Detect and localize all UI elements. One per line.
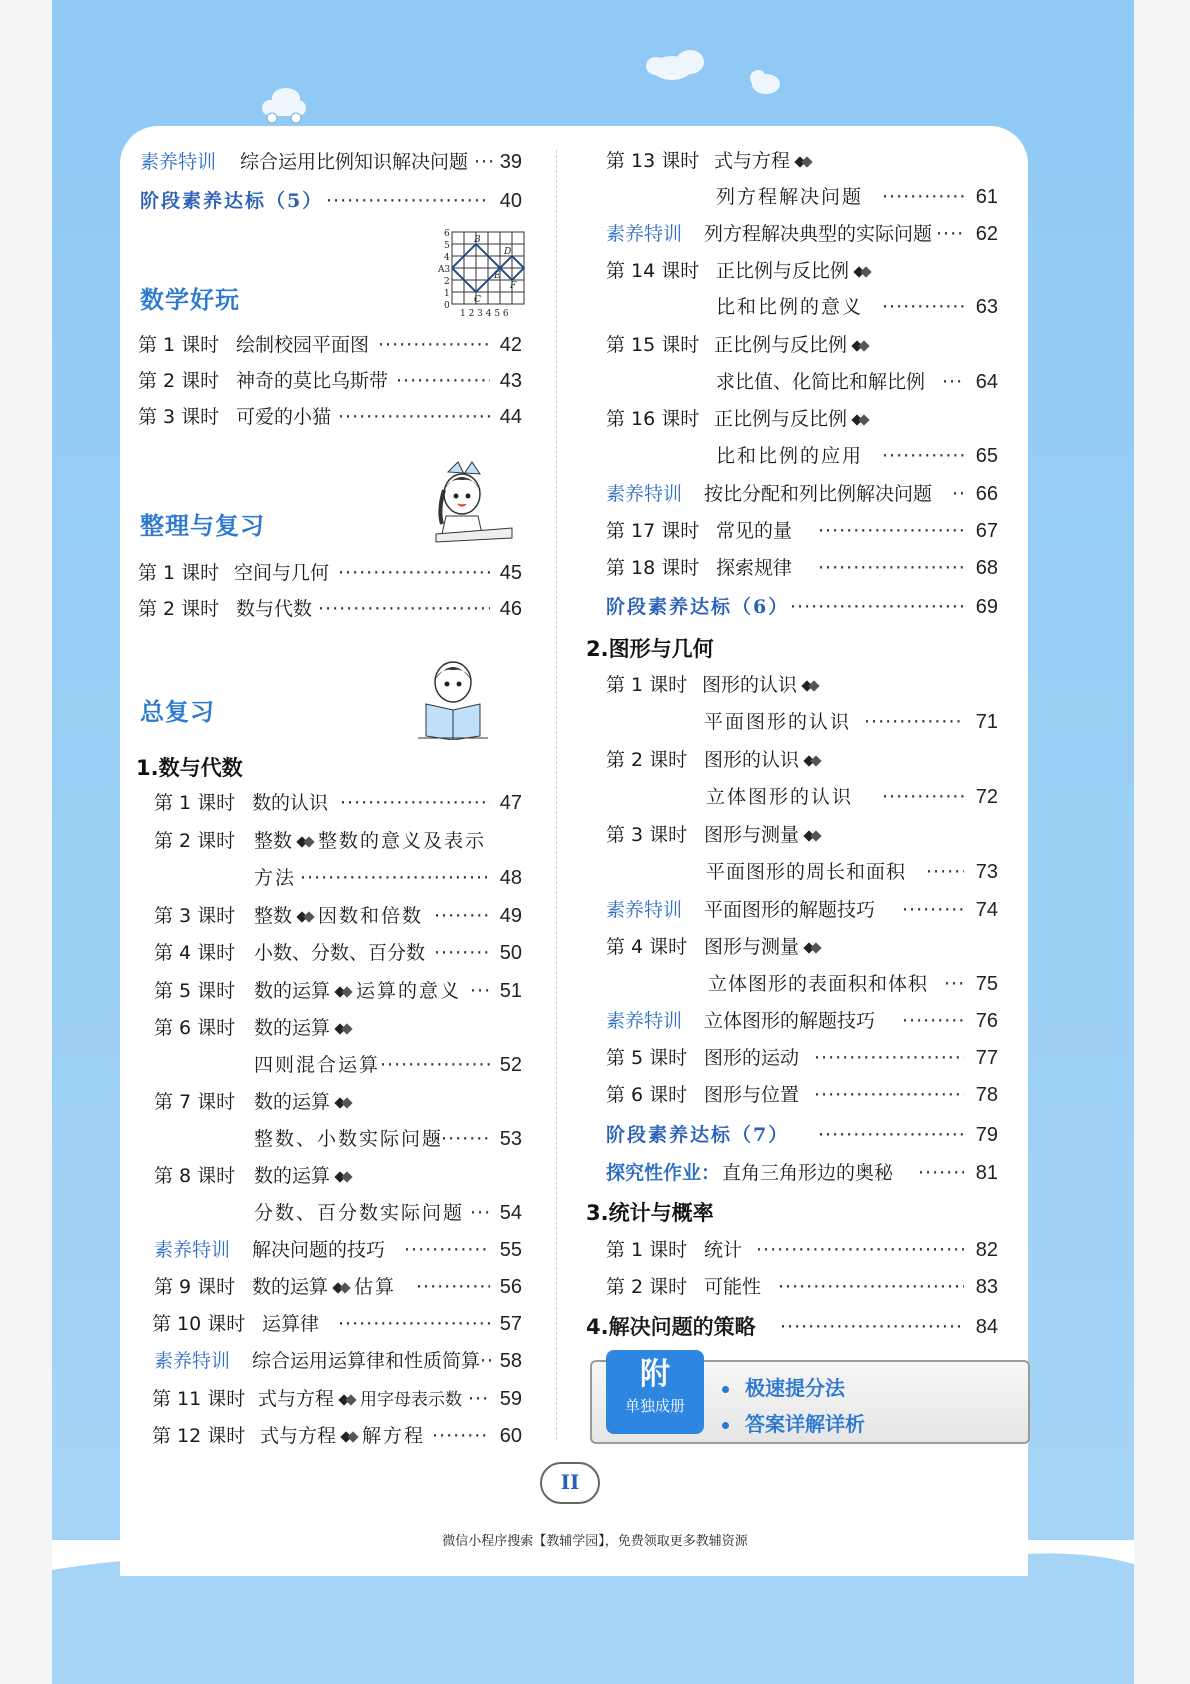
- bullet-icon: [722, 1422, 729, 1429]
- toc-row[interactable]: [152, 1421, 522, 1451]
- toc-row[interactable]: [154, 938, 522, 968]
- leader-dots: [818, 553, 964, 583]
- leader-dots: [882, 182, 964, 212]
- leader-dots: [926, 857, 964, 887]
- leader-dots: [338, 1309, 490, 1339]
- page-margin-right: [1134, 0, 1190, 1684]
- row-label: 第 17 课时: [606, 520, 700, 542]
- row-title: 统计: [704, 1239, 743, 1261]
- double-diamond-icon: [338, 1394, 360, 1406]
- toc-row[interactable]: [154, 901, 522, 931]
- coordinate-grid-figure: [438, 228, 538, 320]
- row-label: 第 13 课时: [606, 150, 700, 172]
- page-number: 39: [499, 151, 522, 173]
- page-number: 59: [499, 1388, 522, 1410]
- double-diamond-icon: [340, 1431, 362, 1443]
- svg-text:E: E: [494, 271, 501, 281]
- toc-row[interactable]: [606, 895, 998, 925]
- leader-dots: [338, 402, 490, 432]
- toc-row-continued[interactable]: [606, 292, 998, 322]
- row-label: 第 2 课时: [138, 598, 220, 620]
- row-label: 阶段素养达标（5）: [140, 190, 324, 212]
- page-number: 68: [975, 557, 998, 579]
- page-number: 76: [975, 1010, 998, 1032]
- page-number: 82: [975, 1239, 998, 1261]
- page-number: 42: [499, 334, 522, 356]
- leader-dots: [778, 1272, 964, 1302]
- leader-dots: [944, 969, 964, 999]
- svg-text:B: B: [474, 235, 481, 245]
- row-label: 阶段素养达标（7）: [606, 1124, 790, 1146]
- appendix-item-label: 答案详解详析: [745, 1412, 865, 1436]
- row-subtitle: 估算: [354, 1276, 397, 1298]
- double-diamond-icon: [803, 942, 825, 954]
- svg-text:5: 5: [444, 241, 450, 251]
- toc-row[interactable]: [138, 330, 522, 360]
- row-label: 第 10 课时: [152, 1313, 246, 1335]
- leader-dots: [380, 1050, 490, 1080]
- leader-dots: [338, 558, 490, 588]
- toc-row[interactable]: [154, 1272, 522, 1302]
- toc-row-continued[interactable]: [154, 863, 522, 893]
- page-number: 43: [499, 370, 522, 392]
- page-number: 44: [499, 406, 522, 428]
- leader-dots: [882, 782, 964, 812]
- toc-row[interactable]: [138, 594, 522, 624]
- page-margin-left: [0, 0, 52, 1684]
- row-label: 第 6 课时: [606, 1084, 688, 1106]
- row-label: 素养特训: [606, 899, 683, 921]
- double-diamond-icon: [296, 836, 318, 848]
- leader-dots: [818, 516, 964, 546]
- leader-dots: [882, 292, 964, 322]
- row-title: 绘制校园平面图: [236, 334, 370, 356]
- leader-dots: [918, 1158, 964, 1188]
- toc-row[interactable]: [606, 553, 998, 583]
- page-number: 69: [975, 596, 998, 618]
- page-number: 73: [975, 861, 998, 883]
- row-label: 第 3 课时: [154, 905, 236, 927]
- leader-dots: [942, 367, 964, 397]
- page-number: 64: [975, 371, 998, 393]
- row-label: 第 4 课时: [606, 936, 688, 958]
- row-label: 第 2 课时: [606, 749, 688, 771]
- row-subtitle: 比和比例的应用: [716, 445, 864, 467]
- row-title: 式与方程: [260, 1425, 337, 1447]
- leader-dots: [434, 938, 490, 968]
- page-number: 46: [499, 598, 522, 620]
- toc-row[interactable]: [152, 1309, 522, 1339]
- toc-row[interactable]: [154, 1087, 522, 1117]
- leader-dots: [404, 1235, 490, 1265]
- row-subtitle: 整数的意义及表示: [318, 830, 487, 852]
- toc-row-continued[interactable]: [606, 782, 998, 812]
- double-diamond-icon: [801, 680, 823, 692]
- row-subtitle: 平面图形的周长和面积: [706, 861, 907, 883]
- toc-row[interactable]: [606, 1120, 998, 1150]
- row-title: 数与代数: [236, 598, 313, 620]
- toc-row[interactable]: [154, 788, 522, 818]
- svg-text:1 2 3 4 5 6: 1 2 3 4 5 6: [460, 309, 509, 319]
- appendix-box: [590, 1357, 1030, 1444]
- leader-dots: [902, 895, 964, 925]
- toc-row-continued[interactable]: [606, 182, 998, 212]
- page-number: 56: [499, 1276, 522, 1298]
- row-title: 图形的运动: [704, 1047, 800, 1069]
- row-title: 图形的认识: [704, 749, 800, 771]
- leader-dots: [434, 1124, 490, 1154]
- page-number: 57: [499, 1313, 522, 1335]
- row-subtitle: 分数、百分数实际问题: [254, 1202, 465, 1224]
- toc-row[interactable]: [606, 479, 998, 509]
- bullet-icon: [722, 1386, 729, 1393]
- row-title: 解决问题的技巧: [252, 1239, 386, 1261]
- row-title: 整数: [254, 830, 293, 852]
- row-title: 整数: [254, 905, 293, 927]
- toc-row[interactable]: [606, 670, 998, 700]
- leader-dots: [882, 441, 964, 471]
- row-title: 式与方程: [258, 1388, 335, 1410]
- double-diamond-icon: [803, 830, 825, 842]
- row-title: 数的认识: [252, 792, 329, 814]
- toc-row[interactable]: [606, 330, 998, 360]
- double-diamond-icon: [334, 1171, 356, 1183]
- toc-row[interactable]: [606, 1006, 998, 1036]
- section-heading-math-fun: 数学好玩: [140, 286, 240, 314]
- toc-row[interactable]: [606, 820, 998, 850]
- leader-dots: [814, 1080, 964, 1110]
- leader-dots: [818, 1120, 964, 1150]
- toc-row[interactable]: [154, 1235, 522, 1265]
- row-label: 第 5 课时: [154, 980, 236, 1002]
- leader-dots: [470, 1198, 490, 1228]
- toc-row[interactable]: [606, 592, 998, 622]
- toc-row[interactable]: [154, 1346, 522, 1376]
- page-number: 78: [975, 1084, 998, 1106]
- girl-writing-illustration: [416, 458, 516, 550]
- svg-text:F: F: [510, 281, 517, 291]
- page-number: 63: [975, 296, 998, 318]
- row-subtitle: 运算的意义: [356, 980, 462, 1002]
- toc-row[interactable]: [138, 558, 522, 588]
- row-title: 图形与测量: [704, 936, 800, 958]
- leader-dots: [814, 1043, 964, 1073]
- leader-dots: [432, 1421, 490, 1451]
- toc-row[interactable]: [606, 146, 998, 176]
- page-number: 84: [975, 1316, 998, 1338]
- leader-dots: [326, 186, 490, 216]
- toc-row-continued[interactable]: [606, 707, 998, 737]
- row-label: 第 2 课时: [606, 1276, 688, 1298]
- page-number: 77: [975, 1047, 998, 1069]
- column-divider: [556, 150, 557, 1440]
- row-title: 立体图形的解题技巧: [704, 1010, 876, 1032]
- page-number: 52: [499, 1054, 522, 1076]
- row-label: 素养特训: [154, 1239, 231, 1261]
- page-number: 40: [499, 190, 522, 212]
- row-subtitle: 立体图形的表面积和体积: [708, 973, 929, 995]
- page-number: 55: [499, 1239, 522, 1261]
- row-label: 第 8 课时: [154, 1165, 236, 1187]
- row-title: 综合运用运算律和性质简算: [252, 1350, 481, 1372]
- row-label: 第 1 课时: [606, 674, 688, 696]
- part-title-strategy: 4.解决问题的策略: [586, 1315, 756, 1339]
- page-number: 51: [499, 980, 522, 1002]
- appendix-item: [722, 1408, 865, 1437]
- svg-text:4: 4: [444, 253, 450, 263]
- page-number: 83: [975, 1276, 998, 1298]
- toc-row-continued[interactable]: [154, 1198, 522, 1228]
- page-number: 45: [499, 562, 522, 584]
- double-diamond-icon: [794, 156, 816, 168]
- row-subtitle: 立体图形的认识: [706, 786, 854, 808]
- row-label: 第 6 课时: [154, 1017, 236, 1039]
- row-label: 第 11 课时: [152, 1388, 246, 1410]
- toc-row[interactable]: [154, 826, 522, 856]
- row-title: 综合运用比例知识解决问题: [240, 151, 469, 173]
- toc-row[interactable]: [606, 1080, 998, 1110]
- double-diamond-icon: [334, 986, 356, 998]
- toc-row[interactable]: [606, 1043, 998, 1073]
- part-title-statistics: 3.统计与概率: [586, 1201, 714, 1225]
- row-label: 第 3 课时: [138, 406, 220, 428]
- row-title: 正比例与反比例: [714, 408, 848, 430]
- svg-text:0: 0: [444, 301, 450, 311]
- page-number: 74: [975, 899, 998, 921]
- appendix-item-label: 极速提分法: [745, 1376, 845, 1400]
- row-subtitle: 用字母表示数: [360, 1390, 463, 1410]
- toc-row[interactable]: [606, 219, 998, 249]
- page-number: 54: [499, 1202, 522, 1224]
- page-number: 60: [499, 1425, 522, 1447]
- page-number: 47: [499, 792, 522, 814]
- row-label: 第 9 课时: [154, 1276, 236, 1298]
- row-label: 第 14 课时: [606, 260, 700, 282]
- leader-dots: [340, 788, 490, 818]
- leader-dots: [902, 1006, 964, 1036]
- section-heading-total-review: 总复习: [140, 698, 215, 726]
- svg-text:D: D: [504, 247, 512, 257]
- toc-row[interactable]: [138, 402, 522, 432]
- row-title: 常见的量: [716, 520, 793, 542]
- row-label: 素养特训: [140, 151, 217, 173]
- double-diamond-icon: [851, 414, 873, 426]
- toc-row[interactable]: [606, 1235, 998, 1265]
- row-title: 按比分配和列比例解决问题: [704, 483, 933, 505]
- row-subtitle: 列方程解决问题: [716, 186, 864, 208]
- page-number: 67: [975, 520, 998, 542]
- row-title: 数的运算: [254, 1165, 331, 1187]
- toc-row-part4[interactable]: [586, 1312, 998, 1342]
- row-title: 可爱的小猫: [236, 406, 332, 428]
- row-label: 第 1 课时: [138, 334, 220, 356]
- row-title: 平面图形的解题技巧: [704, 899, 876, 921]
- toc-row-continued[interactable]: [606, 969, 998, 999]
- toc-row[interactable]: [140, 186, 522, 216]
- toc-row[interactable]: [606, 932, 998, 962]
- section-heading-review: 整理与复习: [140, 512, 265, 540]
- row-label: 第 16 课时: [606, 408, 700, 430]
- double-diamond-icon: [853, 266, 875, 278]
- toc-row-continued[interactable]: [154, 1050, 522, 1080]
- toc-row[interactable]: [154, 1161, 522, 1191]
- svg-text:A3: A3: [438, 265, 451, 275]
- toc-row[interactable]: [606, 516, 998, 546]
- appendix-item: [722, 1372, 845, 1401]
- toc-row[interactable]: [138, 366, 522, 396]
- page-number: 50: [499, 942, 522, 964]
- leader-dots: [396, 366, 490, 396]
- toc-row-continued[interactable]: [606, 857, 998, 887]
- row-title: 小数、分数、百分数: [254, 942, 426, 964]
- toc-row[interactable]: [606, 1158, 998, 1188]
- row-subtitle: 因数和倍数: [318, 905, 424, 927]
- toc-row-continued[interactable]: [606, 441, 998, 471]
- page-number: 53: [499, 1128, 522, 1150]
- row-label: 探究性作业：: [606, 1162, 721, 1184]
- toc-row[interactable]: [606, 256, 998, 286]
- sky-decoration: [52, 0, 1134, 140]
- toc-row[interactable]: [152, 1384, 522, 1414]
- double-diamond-icon: [334, 1097, 356, 1109]
- row-title: 空间与几何: [234, 562, 330, 584]
- page-number-badge: II: [540, 1462, 600, 1504]
- leader-dots: [864, 707, 964, 737]
- svg-text:1: 1: [444, 289, 450, 299]
- leader-dots: [300, 863, 490, 893]
- row-title: 图形与位置: [704, 1084, 800, 1106]
- leader-dots: [468, 1384, 490, 1414]
- row-title: 探索规律: [716, 557, 793, 579]
- leader-dots: [318, 594, 490, 624]
- row-label: 第 1 课时: [606, 1239, 688, 1261]
- double-diamond-icon: [332, 1282, 354, 1294]
- row-title: 神奇的莫比乌斯带: [236, 370, 389, 392]
- page-number: 62: [975, 223, 998, 245]
- row-label: 第 5 课时: [606, 1047, 688, 1069]
- page-number: 81: [975, 1162, 998, 1184]
- row-title: 运算律: [262, 1313, 320, 1335]
- leader-dots: [790, 592, 964, 622]
- row-title: 直角三角形边的奥秘: [722, 1162, 894, 1184]
- page-number: 79: [975, 1124, 998, 1146]
- leader-dots: [470, 976, 490, 1006]
- toc-row-continued[interactable]: [606, 367, 998, 397]
- toc-row[interactable]: [606, 404, 998, 434]
- page-number: 66: [975, 483, 998, 505]
- row-title: 正比例与反比例: [716, 260, 850, 282]
- part-title-numbers: 1.数与代数: [136, 756, 243, 780]
- page-number: 58: [499, 1350, 522, 1372]
- row-label: 第 12 课时: [152, 1425, 246, 1447]
- double-diamond-icon: [296, 911, 318, 923]
- row-subtitle: 平面图形的认识: [704, 711, 852, 733]
- toc-row[interactable]: [154, 1013, 522, 1043]
- row-title: 图形与测量: [704, 824, 800, 846]
- row-title: 数的运算: [254, 980, 331, 1002]
- page-number: 75: [975, 973, 998, 995]
- row-title: 列方程解决典型的实际问题: [704, 223, 933, 245]
- toc-row[interactable]: [606, 745, 998, 775]
- toc-row[interactable]: [140, 147, 522, 177]
- row-label: 素养特训: [606, 483, 683, 505]
- page-number: 49: [499, 905, 522, 927]
- row-subtitle: 解方程: [362, 1425, 426, 1447]
- leader-dots: [378, 330, 490, 360]
- row-subtitle: 整数、小数实际问题: [254, 1128, 444, 1150]
- leader-dots: [434, 901, 490, 931]
- row-subtitle: 四则混合运算: [254, 1054, 381, 1076]
- leader-dots: [756, 1235, 964, 1265]
- page-number: 71: [975, 711, 998, 733]
- girl-reading-illustration: [418, 652, 488, 740]
- bottom-wave: [52, 1540, 1134, 1684]
- footer-note: 微信小程序搜索【教辅学园】，免费领取更多教辅资源: [442, 1534, 748, 1549]
- appendix-badge-title: 附: [640, 1357, 670, 1392]
- double-diamond-icon: [851, 340, 873, 352]
- row-label: 第 15 课时: [606, 334, 700, 356]
- row-subtitle: 求比值、化简比和解比例: [716, 371, 926, 393]
- row-subtitle: 方法: [254, 867, 297, 889]
- part-title-geometry: 2.图形与几何: [586, 637, 714, 661]
- leader-dots: [936, 219, 964, 249]
- row-title: 可能性: [704, 1276, 762, 1298]
- row-label: 素养特训: [606, 223, 683, 245]
- row-label: 第 18 课时: [606, 557, 700, 579]
- row-title: 数的运算: [254, 1091, 331, 1113]
- row-label: 第 7 课时: [154, 1091, 236, 1113]
- double-diamond-icon: [803, 755, 825, 767]
- svg-text:6: 6: [444, 229, 450, 239]
- page-number: 48: [499, 867, 522, 889]
- appendix-badge: [606, 1350, 704, 1434]
- page-number: 61: [975, 186, 998, 208]
- row-title: 数的运算: [254, 1017, 331, 1039]
- toc-row[interactable]: [606, 1272, 998, 1302]
- toc-row-continued[interactable]: [154, 1124, 522, 1154]
- row-label: 素养特训: [154, 1350, 231, 1372]
- svg-text:2: 2: [444, 277, 450, 287]
- row-label: 第 1 课时: [154, 792, 236, 814]
- page-number: 65: [975, 445, 998, 467]
- row-label: 第 4 课时: [154, 942, 236, 964]
- row-title: 正比例与反比例: [714, 334, 848, 356]
- toc-row[interactable]: [154, 976, 522, 1006]
- svg-text:C: C: [474, 295, 481, 305]
- row-title: 式与方程: [714, 150, 791, 172]
- double-diamond-icon: [334, 1023, 356, 1035]
- row-label: 第 2 课时: [154, 830, 236, 852]
- page-number: 72: [975, 786, 998, 808]
- row-label: 第 3 课时: [606, 824, 688, 846]
- row-title: 数的运算: [252, 1276, 329, 1298]
- row-label: 第 2 课时: [138, 370, 220, 392]
- row-label: 阶段素养达标（6）: [606, 596, 790, 618]
- leader-dots: [780, 1312, 964, 1342]
- leader-dots: [416, 1272, 490, 1302]
- leader-dots: [952, 479, 964, 509]
- appendix-badge-subtitle: 单独成册: [624, 1397, 685, 1415]
- row-label: 素养特训: [606, 1010, 683, 1032]
- row-label: 第 1 课时: [138, 562, 220, 584]
- row-subtitle: 比和比例的意义: [716, 296, 864, 318]
- row-title: 图形的认识: [702, 674, 798, 696]
